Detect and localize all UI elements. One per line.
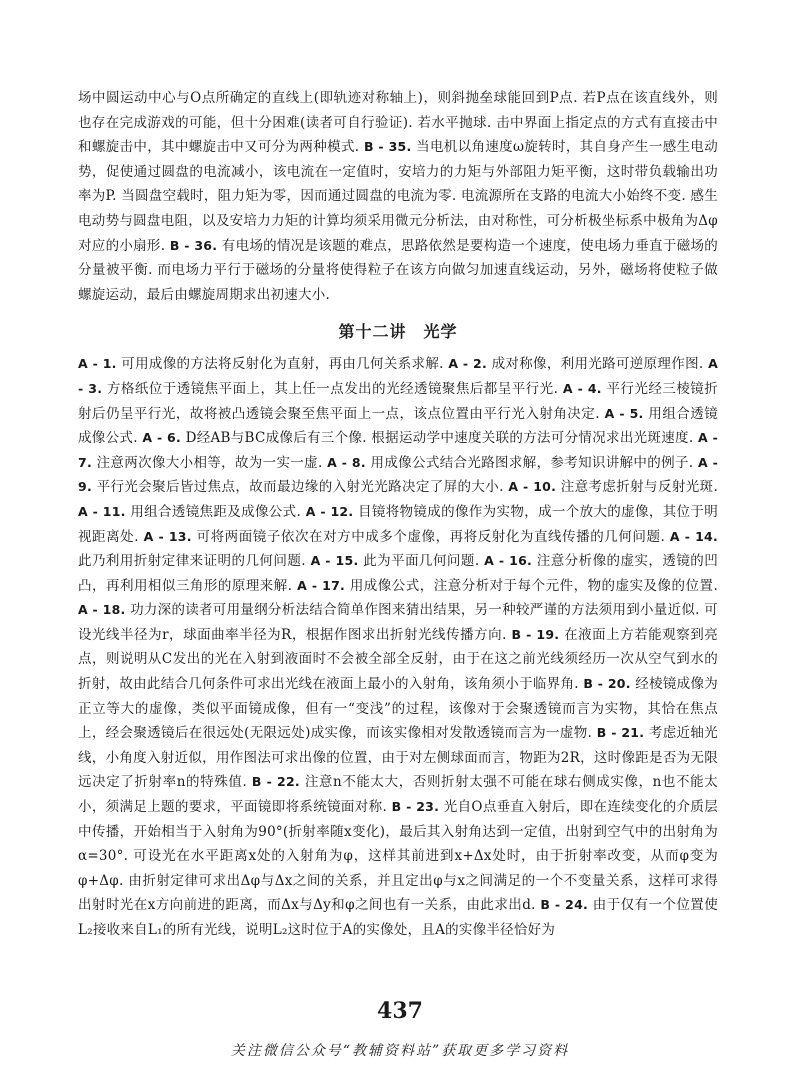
answer-tag: B - 23. bbox=[391, 799, 440, 815]
footer-note: 关注微信公众号“教辅资料站”获取更多学习资料 bbox=[230, 1043, 570, 1059]
page-content bbox=[78, 86, 718, 943]
answer-text: 由于仅有一个位置使L₂接收来自L₁的所有光线，说明L₂这时位于A的实像处，且A的实像半径恰好为 bbox=[78, 897, 718, 938]
answer-tag: B - 22. bbox=[251, 774, 300, 790]
answer-tag: A - 9. bbox=[78, 454, 719, 495]
answer-tag: A - 18. bbox=[78, 602, 126, 618]
answer-tag: A - 6. bbox=[142, 430, 181, 446]
answer-text: 经棱镜成像为正立等大的虚像，类似平面镜成像，但有一“变浅”的过程，该像对于会聚透镜而言为实物，其恰在焦点上，经会聚透镜后在很远处(无限远处)成实像，而该实像相对发散透镜而言为一虚物. bbox=[78, 676, 718, 742]
answer-text: 用成像公式，注意分析对于每个元件，物的虚实及像的位置. bbox=[345, 577, 718, 594]
answer-text: 目镜将物镜成的像作为实物，成一个放大的虚像，其位于明视距离处. bbox=[78, 503, 719, 545]
answer-text: 注意n不能太大，否则折射太强不可能在球右侧成实像，n也不能太小，须满足上题的要求，平面镜即将系统镜面对称. bbox=[78, 774, 718, 816]
answer-tag: A - 14. bbox=[669, 528, 718, 544]
answer-text: 考虑近轴光线，小角度入射近似，用作图法可求出像的位置，由于对左侧球面而言，物距为2R，这时像距是否为无限远决定了折射率n的特殊值. bbox=[78, 725, 718, 791]
answer-tag: A - 2. bbox=[448, 356, 487, 372]
answer-tag: B - 19. bbox=[511, 626, 560, 642]
answer-text: 光自O点垂直入射后，即在连续变化的介质层中传播，开始相当于入射角为90°(折射率随x变化)，最后其入射角达到一定值，出射到空气中的出射角为α=30°. 可设光在水平距离x处的入射角为φ，这样其前进到x+Δx处时，由于折射率改变，从而φ变为φ+Δφ. 由折射定律可求出Δφ与Δx之间的关系，并且定出φ与x之间满足的一个不变量关系，这样可求得出射时光在x方向前进的距离，而Δx与Δy和φ之间也有一关系，由此求出d. bbox=[78, 799, 718, 914]
answer-text: 此乃利用折射定律来证明的几何问题. bbox=[78, 553, 311, 570]
answer-tag: A - 17. bbox=[297, 577, 346, 593]
answer-tag: A - 12. bbox=[305, 503, 354, 519]
answer-tag: A - 16. bbox=[484, 553, 533, 569]
intro-text: 场中圆运动中心与O点所确定的直线上(即轨迹对称轴上)，则斜抛垒球能回到P点. 若P点在该直线外，则也存在完成游戏的可能，但十分困难(读者可自行验证). 若水平抛球. 击中界面上指定点的方式有直接击中和螺旋击中，其中螺旋击中又可分为两种模式. bbox=[78, 90, 718, 156]
answer-text: 在液面上方若能观察到亮点，则说明从C发出的光在入射到液面时不会被全部全反射，由于在这之前光线须经历一次从空气到水的折射，故由此结合几何条件可求出光线在液面上最小的入射角，该角须小于临界角. bbox=[78, 626, 718, 693]
answer-text: 功力深的读者可用量纲分析法结合简单作图来猜出结果，另一种较严谨的方法须用到小量近似. 可设光线半径为r，球面曲率半径为R，根据作图求出折射光线传播方向. bbox=[78, 602, 718, 643]
answer-text: 平行光经三棱镜折射后仍呈平行光，故将被凸透镜会聚至焦平面上一点，该点位置由平行光入射角决定. bbox=[78, 380, 719, 422]
answer-text: 成对称像，利用光路可逆原理作图. bbox=[486, 356, 709, 373]
answer-tag: B - 20. bbox=[583, 676, 631, 692]
item-tag-b36: B - 36. bbox=[169, 237, 218, 253]
answer-text: 平行光会聚后皆过焦点，故而最边缘的入射光光路决定了屏的大小. bbox=[91, 479, 509, 496]
answer-tag: B - 24. bbox=[540, 897, 589, 913]
answer-tag: A - 1. bbox=[78, 356, 117, 372]
answer-text: 注意分析像的虚实，透镜的凹凸，再利用相似三角形的原理来解. bbox=[78, 553, 718, 594]
answer-tag: A - 5. bbox=[604, 405, 644, 421]
answer-text: 方格纸位于透镜焦平面上，其上任一点发出的光经透镜聚焦后都呈平行光. bbox=[102, 380, 563, 397]
answer-tag: B - 21. bbox=[596, 725, 645, 741]
section-title: 第十二讲 光学 bbox=[338, 322, 458, 342]
answer-text: 可将两面镜子依次在对方中成多个虚像，再将反射化为直线传播的几何问题. bbox=[191, 528, 670, 545]
answer-tag: A - 13. bbox=[143, 528, 192, 544]
answer-tag: A - 4. bbox=[562, 380, 602, 396]
answer-text: 用组合透镜成像公式. bbox=[78, 405, 719, 447]
answer-tag: A - 15. bbox=[310, 553, 359, 569]
answer-tag: A - 7. bbox=[78, 430, 719, 470]
answer-tag: A - 10. bbox=[508, 479, 557, 495]
answer-text: D经AB与BC成像后有三个像. 根据运动学中速度关联的方法可分情况求出光斑速度. bbox=[180, 430, 698, 447]
answer-tag: A - 11. bbox=[78, 503, 126, 519]
answer-text: 注意两次像大小相等，故为一实一虚. bbox=[91, 454, 328, 471]
answer-tag: A - 8. bbox=[327, 454, 366, 470]
answer-text: 用成像公式结合光路图求解，参考知识讲解中的例子. bbox=[365, 454, 698, 471]
answer-tag: A - 3. bbox=[78, 356, 718, 396]
intro-paragraph bbox=[78, 86, 718, 307]
item-text-b36: 有电场的情况是该题的难点，思路依然是要构造一个速度，使电场力垂直于磁场的分量被平衡. 而电场力平行于磁场的分量将使得粒子在该方向做匀加速直线运动，另外，磁场将使粒子做螺旋运动，最后由螺旋周期求出初速大小. bbox=[78, 237, 718, 303]
answer-text: 用组合透镜焦距及成像公式. bbox=[125, 503, 306, 520]
page-number: 437 bbox=[377, 998, 423, 1024]
answer-text: 注意考虑折射与反射光斑. bbox=[556, 479, 719, 496]
optics-paragraph bbox=[78, 352, 718, 942]
answer-text: 此为平面几何问题. bbox=[358, 553, 485, 570]
item-tag-b35: B - 35. bbox=[363, 139, 412, 155]
item-text-b35: 当电机以角速度ω旋转时，其自身产生一感生电动势，促使通过圆盘的电流减小，该电流在一定值时，安培力的力矩与外部阻力矩平衡，这时带负载输出功率为P. 当圆盘空载时，阻力矩为零，因而通过圆盘的电流为零. 电流源所在支路的电流大小始终不变. 感生电动势与圆盘电阻，以及安培力力矩的计算均须采用微元分析法，由对称性，可分析极坐标系中极角为Δφ对应的小扇形. bbox=[78, 139, 718, 254]
answer-text: 可用成像的方法将反射化为直射，再由几何关系求解. bbox=[116, 356, 449, 373]
